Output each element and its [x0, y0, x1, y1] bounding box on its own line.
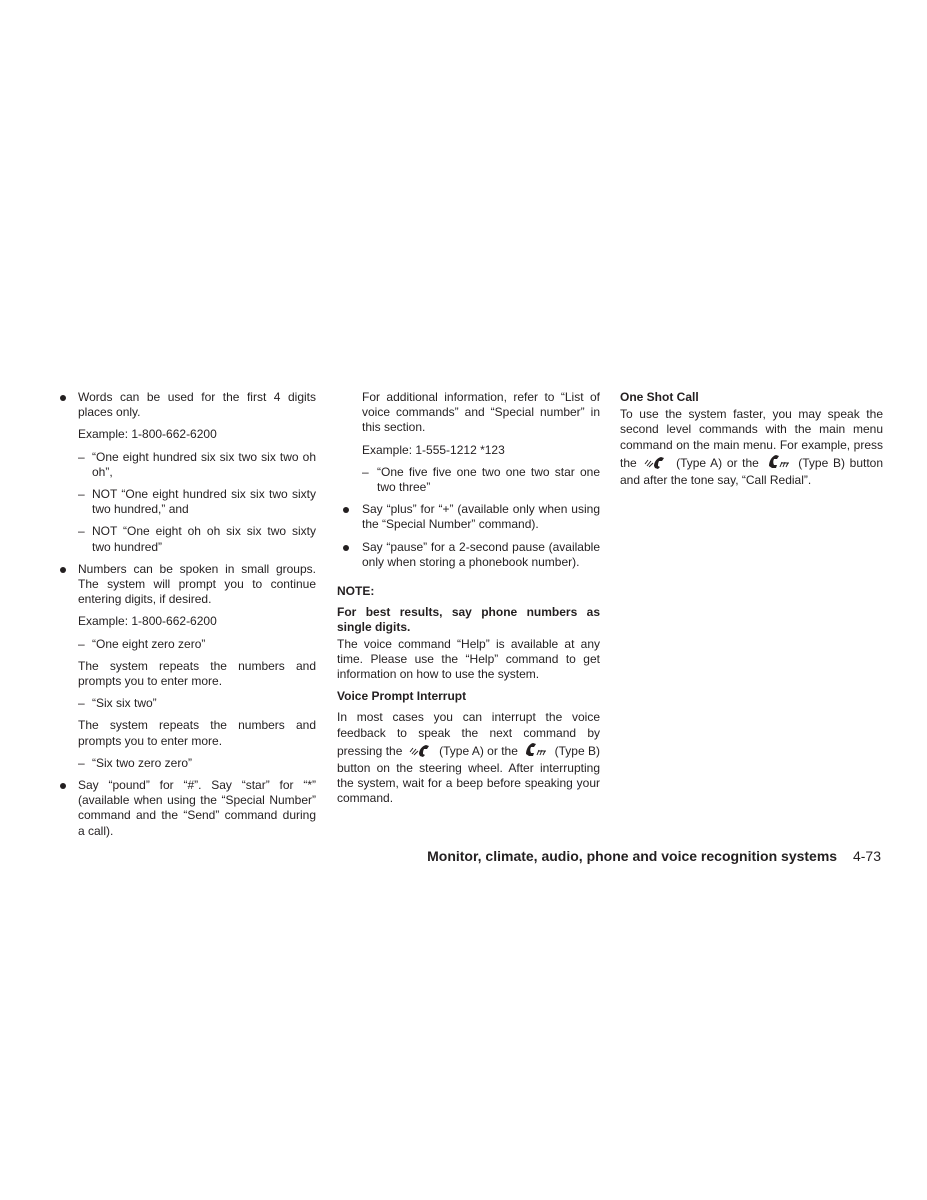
bullet-text: Words can be used for the first 4 digits places only.	[78, 390, 316, 420]
interrupt-paragraph	[337, 710, 600, 806]
paragraph-text: (Type A) or the	[439, 743, 518, 758]
note-heading: NOTE:	[337, 584, 375, 599]
paragraph: For additional information, refer to “List of voice commands” and “Special number” in this section.	[362, 390, 600, 435]
bullet-item	[337, 502, 600, 532]
bullet-dot	[343, 545, 349, 551]
dash-mark: –	[78, 487, 85, 502]
dash-mark: –	[78, 524, 85, 539]
right-column	[620, 390, 883, 495]
section-heading: Voice Prompt Interrupt	[337, 689, 467, 704]
paragraph: The system repeats the numbers and prompts you to enter more.	[78, 658, 316, 689]
example-line: Example: 1-555-1212 *123	[362, 442, 505, 457]
paragraph-text: (Type B) button and after the tone say, “Call Redial”.	[620, 455, 884, 488]
middle-column	[337, 390, 600, 814]
dash-mark: –	[362, 464, 369, 479]
paragraph-text: (Type A) or the	[676, 455, 759, 470]
dash-mark: –	[78, 696, 85, 711]
dash-item	[60, 450, 316, 480]
example-line: Example: 1-800-662-6200	[78, 614, 217, 629]
bullet-dot	[60, 567, 66, 573]
phone-talk-icon-type-b	[523, 741, 549, 761]
dash-mark: –	[78, 636, 85, 651]
left-column	[60, 390, 316, 846]
note-text: The voice command “Help” is available at any time. Please use the “Help” command to get information on how to use the system.	[337, 636, 600, 682]
bullet-item	[60, 562, 316, 608]
dash-text: NOT “One eight oh oh six six two sixty two hundred”	[92, 524, 316, 554]
dash-item	[60, 487, 316, 517]
bullet-dot	[343, 507, 349, 513]
dash-mark: –	[78, 449, 85, 464]
bullet-dot	[60, 395, 66, 401]
paragraph-text: (Type B) button on the steering wheel. After interrupting the system, wait for a beep before speaking your command.	[337, 743, 600, 806]
bullet-item	[60, 778, 316, 839]
dash-item	[337, 465, 600, 495]
page-footer	[427, 848, 881, 864]
dash-item	[60, 637, 316, 652]
page-number: 4-73	[852, 848, 881, 864]
dash-text: NOT “One eight hundred six six two sixty two hundred,” and	[92, 487, 316, 517]
paragraph-text: To use the system faster, you may speak the second level commands with the main menu command on the main menu. For example, press the	[620, 407, 883, 470]
phone-talk-icon-type-b	[766, 453, 792, 473]
bullet-item	[337, 540, 600, 570]
dash-text: “One five five one two one two star one two three”	[377, 464, 600, 495]
example-line: Example: 1-800-662-6200	[78, 427, 217, 442]
paragraph: The system repeats the numbers and prompts you to enter more.	[78, 718, 316, 748]
phone-talk-icon-type-a	[408, 743, 434, 761]
bullet-text: Say “pause” for a 2-second pause (available only when storing a phonebook number).	[362, 539, 600, 569]
dash-mark: –	[78, 755, 85, 770]
dash-item	[60, 524, 316, 554]
dash-text: “Six two zero zero”	[92, 755, 193, 770]
one-shot-call-paragraph	[620, 407, 883, 488]
bullet-text: Numbers can be spoken in small groups. The system will prompt you to continue entering digits, if desired.	[78, 561, 316, 607]
bullet-item	[60, 390, 316, 420]
phone-talk-icon-type-a	[643, 455, 669, 473]
dash-text: “Six six two”	[92, 696, 157, 711]
section-title: Monitor, climate, audio, phone and voice recognition systems	[427, 848, 838, 864]
bullet-text: Say “plus” for “+” (available only when using the “Special Number” command).	[362, 502, 600, 532]
bullet-text: Say “pound” for “#”. Say “star” for “*” (available when using the “Special Number” command and the “Send” command during a call).	[78, 778, 316, 838]
dash-item	[60, 756, 316, 771]
bullet-dot	[60, 783, 66, 789]
dash-text: “One eight hundred six six two six two oh oh”,	[92, 449, 316, 479]
note-bold-text: For best results, say phone numbers as single digits.	[337, 605, 600, 635]
section-heading: One Shot Call	[620, 390, 699, 404]
paragraph-text: In most cases you can interrupt the voice feedback to speak the next command by pressing the	[337, 710, 600, 758]
dash-text: “One eight zero zero”	[92, 636, 206, 651]
dash-item	[60, 696, 316, 711]
